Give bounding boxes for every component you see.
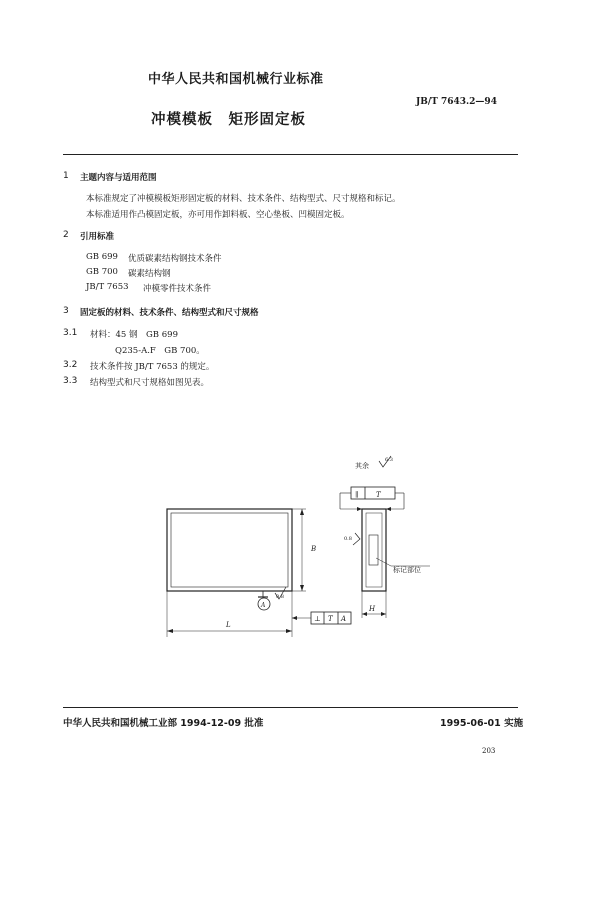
- section-2-number: 2: [63, 230, 69, 240]
- reference-code: JB/T 7653: [86, 282, 129, 292]
- perpendicularity-symbol: ⊥: [314, 615, 321, 623]
- clause-3-1-text-line-2: Q235-A.F GB 700。: [115, 346, 205, 356]
- marking-area: [369, 535, 378, 565]
- plate-chamfer-edge: [171, 513, 288, 587]
- clause-3-1-text: 材料：45 钢 GB 699: [90, 330, 178, 340]
- dimension-l-label: L: [226, 621, 231, 629]
- reference-title: 冲模零件技术条件: [143, 284, 212, 294]
- parallelism-tolerance: T: [376, 491, 381, 499]
- perpendicularity-datum: A: [341, 615, 347, 623]
- standard-code: JB/T 7643.2—94: [416, 97, 497, 107]
- surface-roughness-value: 0.8: [276, 594, 284, 600]
- marking-label: 标记部位: [393, 566, 421, 574]
- rest-roughness-label: 其余: [355, 462, 369, 470]
- approval-info: 中华人民共和国机械工业部 1994-12-09 批准: [63, 718, 264, 729]
- section-3-heading: 固定板的材料、技术条件、结构型式和尺寸规格: [80, 308, 259, 318]
- clause-3-3-text: 结构型式和尺寸规格如图见表。: [90, 378, 210, 388]
- section-2-heading: 引用标准: [80, 232, 115, 242]
- section-1-paragraph-2: 本标准适用作凸模固定板，亦可用作卸料板、空心垫板、凹模固定板。: [86, 210, 350, 220]
- dimension-b-label: B: [311, 545, 317, 553]
- clause-3-3-number: 3.3: [63, 376, 78, 386]
- reference-code: GB 700: [86, 267, 118, 277]
- datum-a-letter: A: [261, 602, 266, 609]
- section-1-number: 1: [63, 171, 69, 181]
- side-roughness-value: 0.8: [344, 536, 352, 542]
- clause-3-2-number: 3.2: [63, 360, 78, 370]
- plate-side-view: [362, 509, 386, 591]
- plate-front-view: [167, 509, 292, 591]
- section-3-number: 3: [63, 306, 69, 316]
- standard-org-title: 中华人民共和国机械行业标准: [148, 72, 324, 87]
- parallelism-symbol: ∥: [355, 491, 359, 499]
- dimension-h-label: H: [369, 605, 376, 613]
- reference-title: 优质碳素结构钢技术条件: [128, 254, 222, 264]
- clause-3-1-number: 3.1: [63, 328, 78, 338]
- section-1-paragraph-1: 本标准规定了冲模模板矩形固定板的材料、技术条件、结构型式、尺寸规格和标记。: [86, 194, 401, 204]
- footer-rule: [63, 707, 518, 708]
- section-1-heading: 主题内容与适用范围: [80, 173, 157, 183]
- perpendicularity-tolerance: T: [328, 615, 333, 623]
- reference-code: GB 699: [86, 252, 118, 262]
- reference-title: 碳素结构钢: [128, 269, 171, 279]
- document-title: 冲模模板 矩形固定板: [151, 112, 306, 128]
- rest-roughness-value: 6.3: [385, 457, 393, 463]
- implementation-date: 1995-06-01 实施: [440, 718, 524, 729]
- clause-3-2-text: 技术条件按 JB/T 7653 的规定。: [90, 362, 215, 372]
- page-number: 203: [482, 747, 496, 755]
